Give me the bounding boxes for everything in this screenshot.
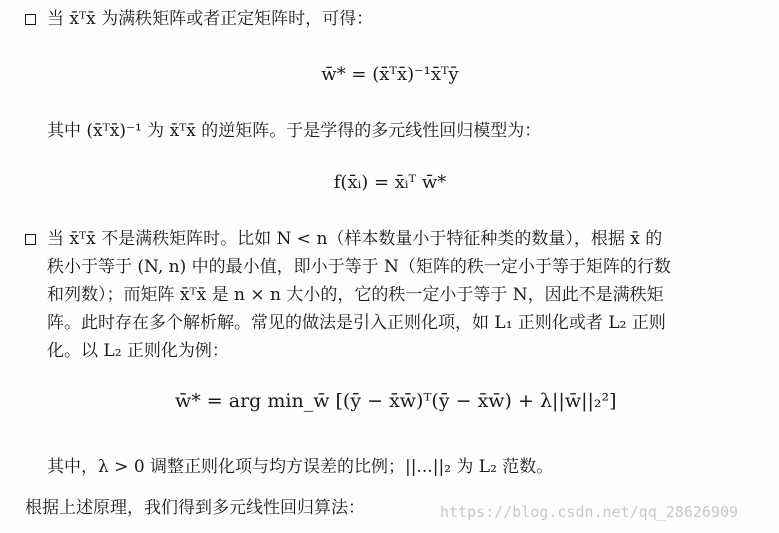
bullet2-line: 阵。此时存在多个解析解。常见的做法是引入正则化项，如 L₁ 正则化或者 L₂ 正则 bbox=[47, 313, 666, 333]
equation-ridge: w̄* = arg min_w̄ [(ȳ − x̄w̄)ᵀ(ȳ − x̄w̄) + λ||w̄||₂²] bbox=[175, 390, 617, 412]
paragraph-inverse-matrix: 其中 (x̄ᵀx̄)⁻¹ 为 x̄ᵀx̄ 的逆矩阵。于是学得的多元线性回归模型为： bbox=[47, 121, 542, 141]
watermark-url: https://blog.csdn.net/qq_28626909 bbox=[440, 503, 739, 521]
bullet1-text: 当 x̄ᵀx̄ 为满秩矩阵或者正定矩阵时，可得： bbox=[47, 9, 374, 29]
paragraph-lambda: 其中，λ > 0 调整正则化项与均方误差的比例；||...||₂ 为 L₂ 范数。 bbox=[47, 457, 554, 477]
bullet2-line: 当 x̄ᵀx̄ 不是满秩矩阵时。比如 N < n（样本数量小于特征种类的数量），根据 x̄ 的 bbox=[47, 229, 663, 249]
equation-model: f(x̄ᵢ) = x̄ᵢᵀ w̄* bbox=[333, 172, 447, 193]
paragraph-algorithm-intro: 根据上述原理，我们得到多元线性回归算法： bbox=[25, 498, 365, 518]
bullet2-line: 秩小于等于 (N, n) 中的最小值，即小于等于 N（矩阵的秩一定小于等于矩阵的行数 bbox=[47, 257, 671, 277]
bullet2-line: 化。以 L₂ 正则化为例： bbox=[47, 341, 229, 361]
bullet-square-icon bbox=[25, 14, 36, 25]
equation-normal-solution: w̄* = (x̄ᵀx̄)⁻¹x̄ᵀȳ bbox=[321, 64, 459, 85]
bullet2-line: 和列数）；而矩阵 x̄ᵀx̄ 是 n × n 大小的，它的秩一定小于等于 N，因此不是满秩矩 bbox=[47, 285, 664, 305]
bullet-square-icon bbox=[25, 234, 36, 245]
